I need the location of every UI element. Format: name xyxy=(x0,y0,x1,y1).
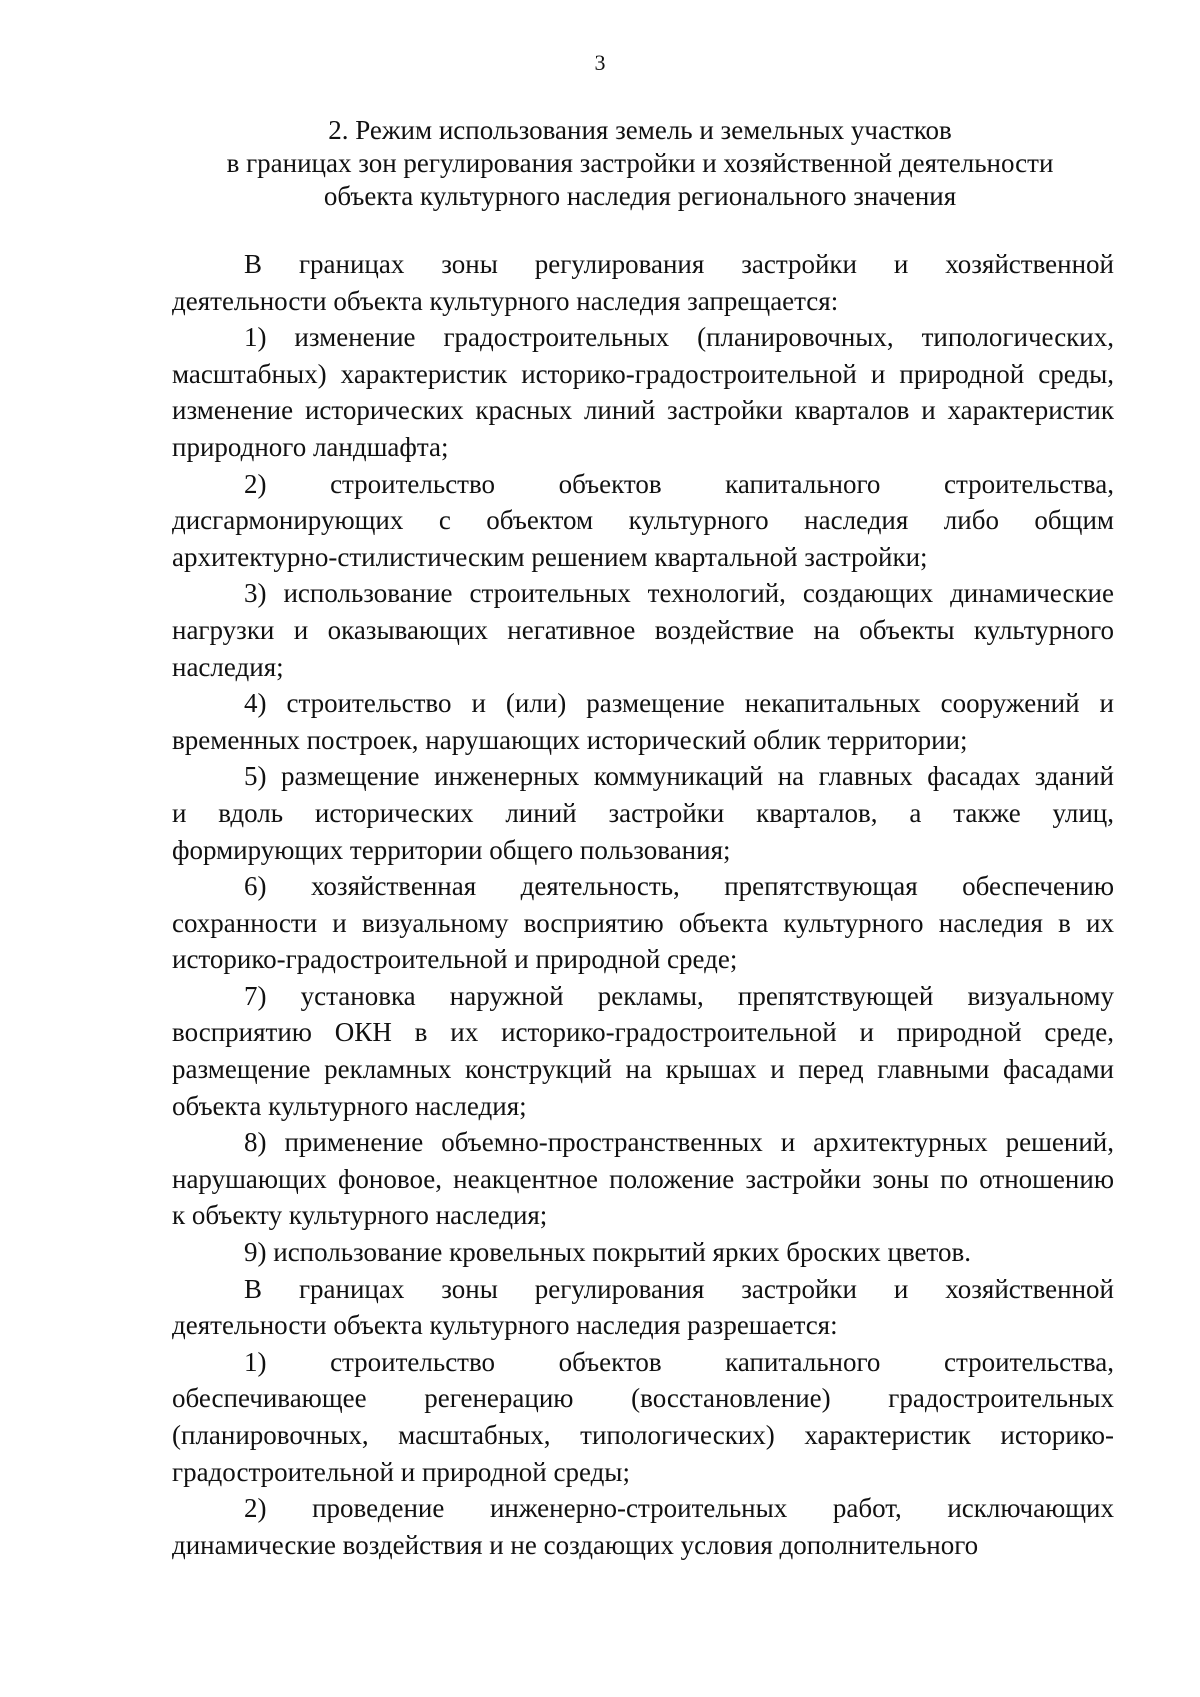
paragraph xyxy=(172,1124,1114,1234)
text-line: изменение исторических красных линий застройки кварталов и характеристик xyxy=(172,395,1114,426)
text-line: деятельности объекта культурного наследия разрешается: xyxy=(172,1310,838,1341)
text-line: градостроительной и природной среды; xyxy=(172,1456,630,1487)
heading-line-1: 2. Режим использования земель и земельных участков xyxy=(328,115,952,145)
text-line: 2) строительство объектов капитального строительства, xyxy=(244,468,1114,499)
text-line: 9) использование кровельных покрытий ярких броских цветов. xyxy=(244,1237,971,1268)
text-line: наследия; xyxy=(172,651,284,682)
text-line: 1) строительство объектов капитального строительства, xyxy=(244,1346,1114,1377)
text-line: историко-градостроительной и природной среде; xyxy=(172,944,738,975)
text-line: нагрузки и оказывающих негативное воздействие на объекты культурного xyxy=(172,614,1114,645)
text-line: нарушающих фоновое, неакцентное положение застройки зоны по отношению xyxy=(172,1163,1114,1194)
text-line: 3) использование строительных технологий, создающих динамические xyxy=(244,578,1114,609)
paragraph xyxy=(172,1344,1114,1490)
text-line: временных построек, нарушающих исторический облик территории; xyxy=(172,724,968,755)
text-line: размещение рекламных конструкций на крышах и перед главными фасадами xyxy=(172,1054,1114,1085)
text-line: 8) применение объемно-пространственных и архитектурных решений, xyxy=(244,1127,1114,1158)
text-line: 6) хозяйственная деятельность, препятствующая обеспечению xyxy=(244,871,1114,902)
paragraph xyxy=(172,246,1114,319)
text-line: к объекту культурного наследия; xyxy=(172,1200,548,1231)
text-line: формирующих территории общего пользования; xyxy=(172,834,731,865)
heading-line-3: объекта культурного наследия регионального значения xyxy=(323,181,957,211)
text-line: сохранности и визуальному восприятию объекта культурного наследия в их xyxy=(172,907,1114,938)
text-line: В границах зоны регулирования застройки и хозяйственной xyxy=(244,1273,1114,1304)
text-line: 1) изменение градостроительных (планировочных, типологических, xyxy=(244,322,1114,353)
text-line: 4) строительство и (или) размещение некапитальных сооружений и xyxy=(244,688,1114,719)
page-number: 3 xyxy=(594,50,606,75)
text-line: (планировочных, масштабных, типологических) характеристик историко- xyxy=(172,1420,1114,1450)
heading-line-2: в границах зон регулирования застройки и хозяйственной деятельности xyxy=(226,148,1054,178)
paragraph xyxy=(172,868,1114,978)
text-line: масштабных) характеристик историко-градостроительной и природной среды, xyxy=(172,358,1114,389)
paragraph xyxy=(172,978,1114,1124)
paragraph xyxy=(172,1271,1114,1344)
text-line: В границах зоны регулирования застройки и хозяйственной xyxy=(244,249,1114,279)
paragraph xyxy=(172,685,1114,758)
paragraph xyxy=(172,466,1114,576)
text-line: 7) установка наружной рекламы, препятствующей визуальному xyxy=(244,980,1114,1011)
document-body xyxy=(172,246,1114,1563)
paragraph xyxy=(172,575,1114,685)
text-line: объекта культурного наследия; xyxy=(172,1090,527,1121)
text-line: обеспечивающее регенерацию (восстановление) градостроительных xyxy=(172,1383,1114,1414)
text-line: и вдоль исторических линий застройки кварталов, а также улиц, xyxy=(172,797,1114,828)
text-line: 5) размещение инженерных коммуникаций на главных фасадах зданий xyxy=(244,761,1114,792)
text-line: динамические воздействия и не создающих условия дополнительного xyxy=(172,1529,979,1560)
text-line: деятельности объекта культурного наследия запрещается: xyxy=(172,285,839,316)
section-heading xyxy=(180,114,1100,213)
text-line: восприятию ОКН в их историко-градостроительной и природной среде, xyxy=(172,1017,1114,1048)
paragraph xyxy=(172,319,1114,465)
text-line: природного ландшафта; xyxy=(172,431,449,462)
paragraph xyxy=(172,1490,1114,1563)
paragraph xyxy=(172,758,1114,868)
paragraph xyxy=(172,1234,1114,1271)
text-line: дисгармонирующих с объектом культурного наследия либо общим xyxy=(172,505,1114,536)
text-line: 2) проведение инженерно-строительных работ, исключающих xyxy=(244,1493,1114,1524)
text-line: архитектурно-стилистическим решением квартальной застройки; xyxy=(172,541,928,572)
